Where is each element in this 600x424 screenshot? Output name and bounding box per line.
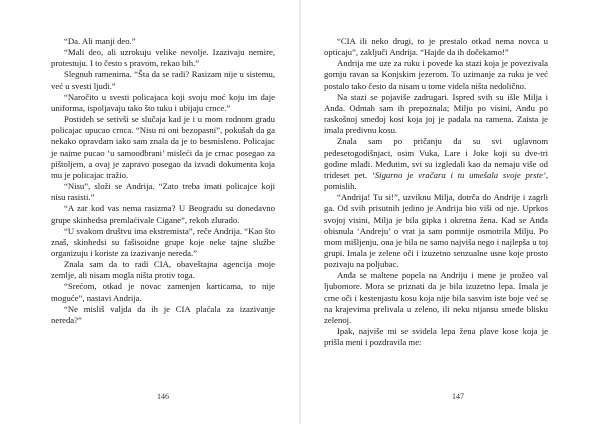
- paragraph: “CIA ili neko drugi, to je prestalo otkad nema novca u opticaju”, zaključi Andrija. “Hajde da ih dočekamo!”: [324, 36, 548, 58]
- paragraph: Znala sam da to radi CIA, obaveštajna agencija moje zemlje, ali nisam mogla ništa protiv toga.: [51, 259, 275, 281]
- paragraph-with-italic: [324, 136, 548, 192]
- paragraph: “Naročito u svesti policajaca koji svoju moć koju im daje uniforma, ispoljavaju tako što tuku i ubijaju crnce.”: [51, 91, 275, 113]
- paragraph-text: Znala sam po pričanju da su svi uglavnom pedesetogodišnjaci, osim Vuka, Lare i Joke koji su dve-tri godine mlađi. Međutim, svi su izgledali kao da nemaju više od trideset pet.: [324, 136, 548, 180]
- right-page: [300, 0, 600, 424]
- paragraph: “Srećom, otkad je novac zamenjen karticama, to nije moguće”, nastavi Andrija.: [51, 281, 275, 303]
- paragraph: Na stazi se pojaviše zadrugari. Ispred svih su išle Milja i Anđa. Odmah sam ih prepoznala; Milju po visini, Anđu po raskošnoj smeđoj kosi koja joj je padala na ramena. Zaista je imala predivnu kosu.: [324, 91, 548, 136]
- paragraph: “Da. Ali manji deo.”: [64, 36, 136, 46]
- paragraph: “A zar kod vas nema rasizma? U Beogradu su donedavno grupe skinhedsa premlaćivale Cigane”, rekoh zlurado.: [51, 203, 275, 225]
- paragraph: “Ne misliš valjda da ih je CIA plaćala za izazivanje nereda?”: [51, 303, 275, 325]
- paragraph: Postideh se setivši se slučaja kad je i u mom rodnom gradu policajac upucao crnca. “Nisu ni oni bezopasni”, pokušah da ga nekako opravdam iako sam znala da je to besmisleno. Policajac je naime pucao ‘u samoodbrani’ misleći da je crnac posegao za pištoljem, a ovaj je zapravo posegao da izvadi dokumenta koja mu je policajac tražio.: [51, 114, 275, 180]
- paragraph: “Andrija! Tu si!”, uzviknu Milja, dotrča do Andrije i zagrli ga. Od svih prisutnih jedino je Andrija bio viši od nje. Uprkos svojoj visini, Milja je bila gipka i okretna žena. Kad se Anđa obisnula ‘Andreju’ o vrat ja sam pomnije osmotrila Milju. Po mom mišljenju, ona je bila ne samo najviša nego i najlepša u toj grupi. Imala je zelene oči i izuzetno senzualne usne koje prosto pozivaju na poljubac.: [324, 192, 548, 270]
- paragraph: Andrija me uze za ruku i povede ka stazi koja je povezivala gornju ravan sa Konjskim jezerom. To uzimanje za ruku je već postalo tako često da nisam u tome videla ništa nedolično.: [324, 58, 548, 91]
- paragraph: Anđa se maltene popela na Andriju i mene je prožeo val ljubomore. Mora se priznati da je bila izuzetno lepa. Imala je crne oči i kestenjastu kosu koja nije bila sasvim iste boje već se na krajevima prelivala u zeleno, ili neku nijansu smeđe blisku zelenoj.: [324, 270, 548, 325]
- italic-thought: ‘Sigurno je vračara i tu umešala svoje prste’: [371, 169, 546, 180]
- paragraph: “Nisu”, složi se Andrija. “Zato treba imati policajce koji nisu rasisti.”: [51, 181, 275, 203]
- right-page-text: [324, 36, 548, 348]
- paragraph: Slegnuh ramenima. “Šta da se radi? Rasizam nije u sistemu, već u svesti ljudi.”: [51, 69, 275, 91]
- page-number-left: 146: [157, 392, 169, 401]
- left-page-text: [51, 36, 275, 326]
- paragraph: “U svakom društvu ima ekstremista”, reče Andrija. “Kao što znaš, skinhedsi su fašisoidne grupe koje neke tajne službe organizuju i koriste za izazivanje nereda.”: [51, 225, 275, 258]
- paragraph-text: , pomislih.: [324, 169, 548, 192]
- page-number-right: 147: [452, 392, 464, 401]
- paragraph: “Mali deo, ali uzrokuju velike nevolje. Izazivaju nemire, protestuju. I to često s pravom, rekao bih.”: [51, 47, 275, 69]
- paragraph: Ipak, najviše mi se svidela lepa žena plave kose koja je prišla meni i pozdravila me:: [324, 326, 548, 348]
